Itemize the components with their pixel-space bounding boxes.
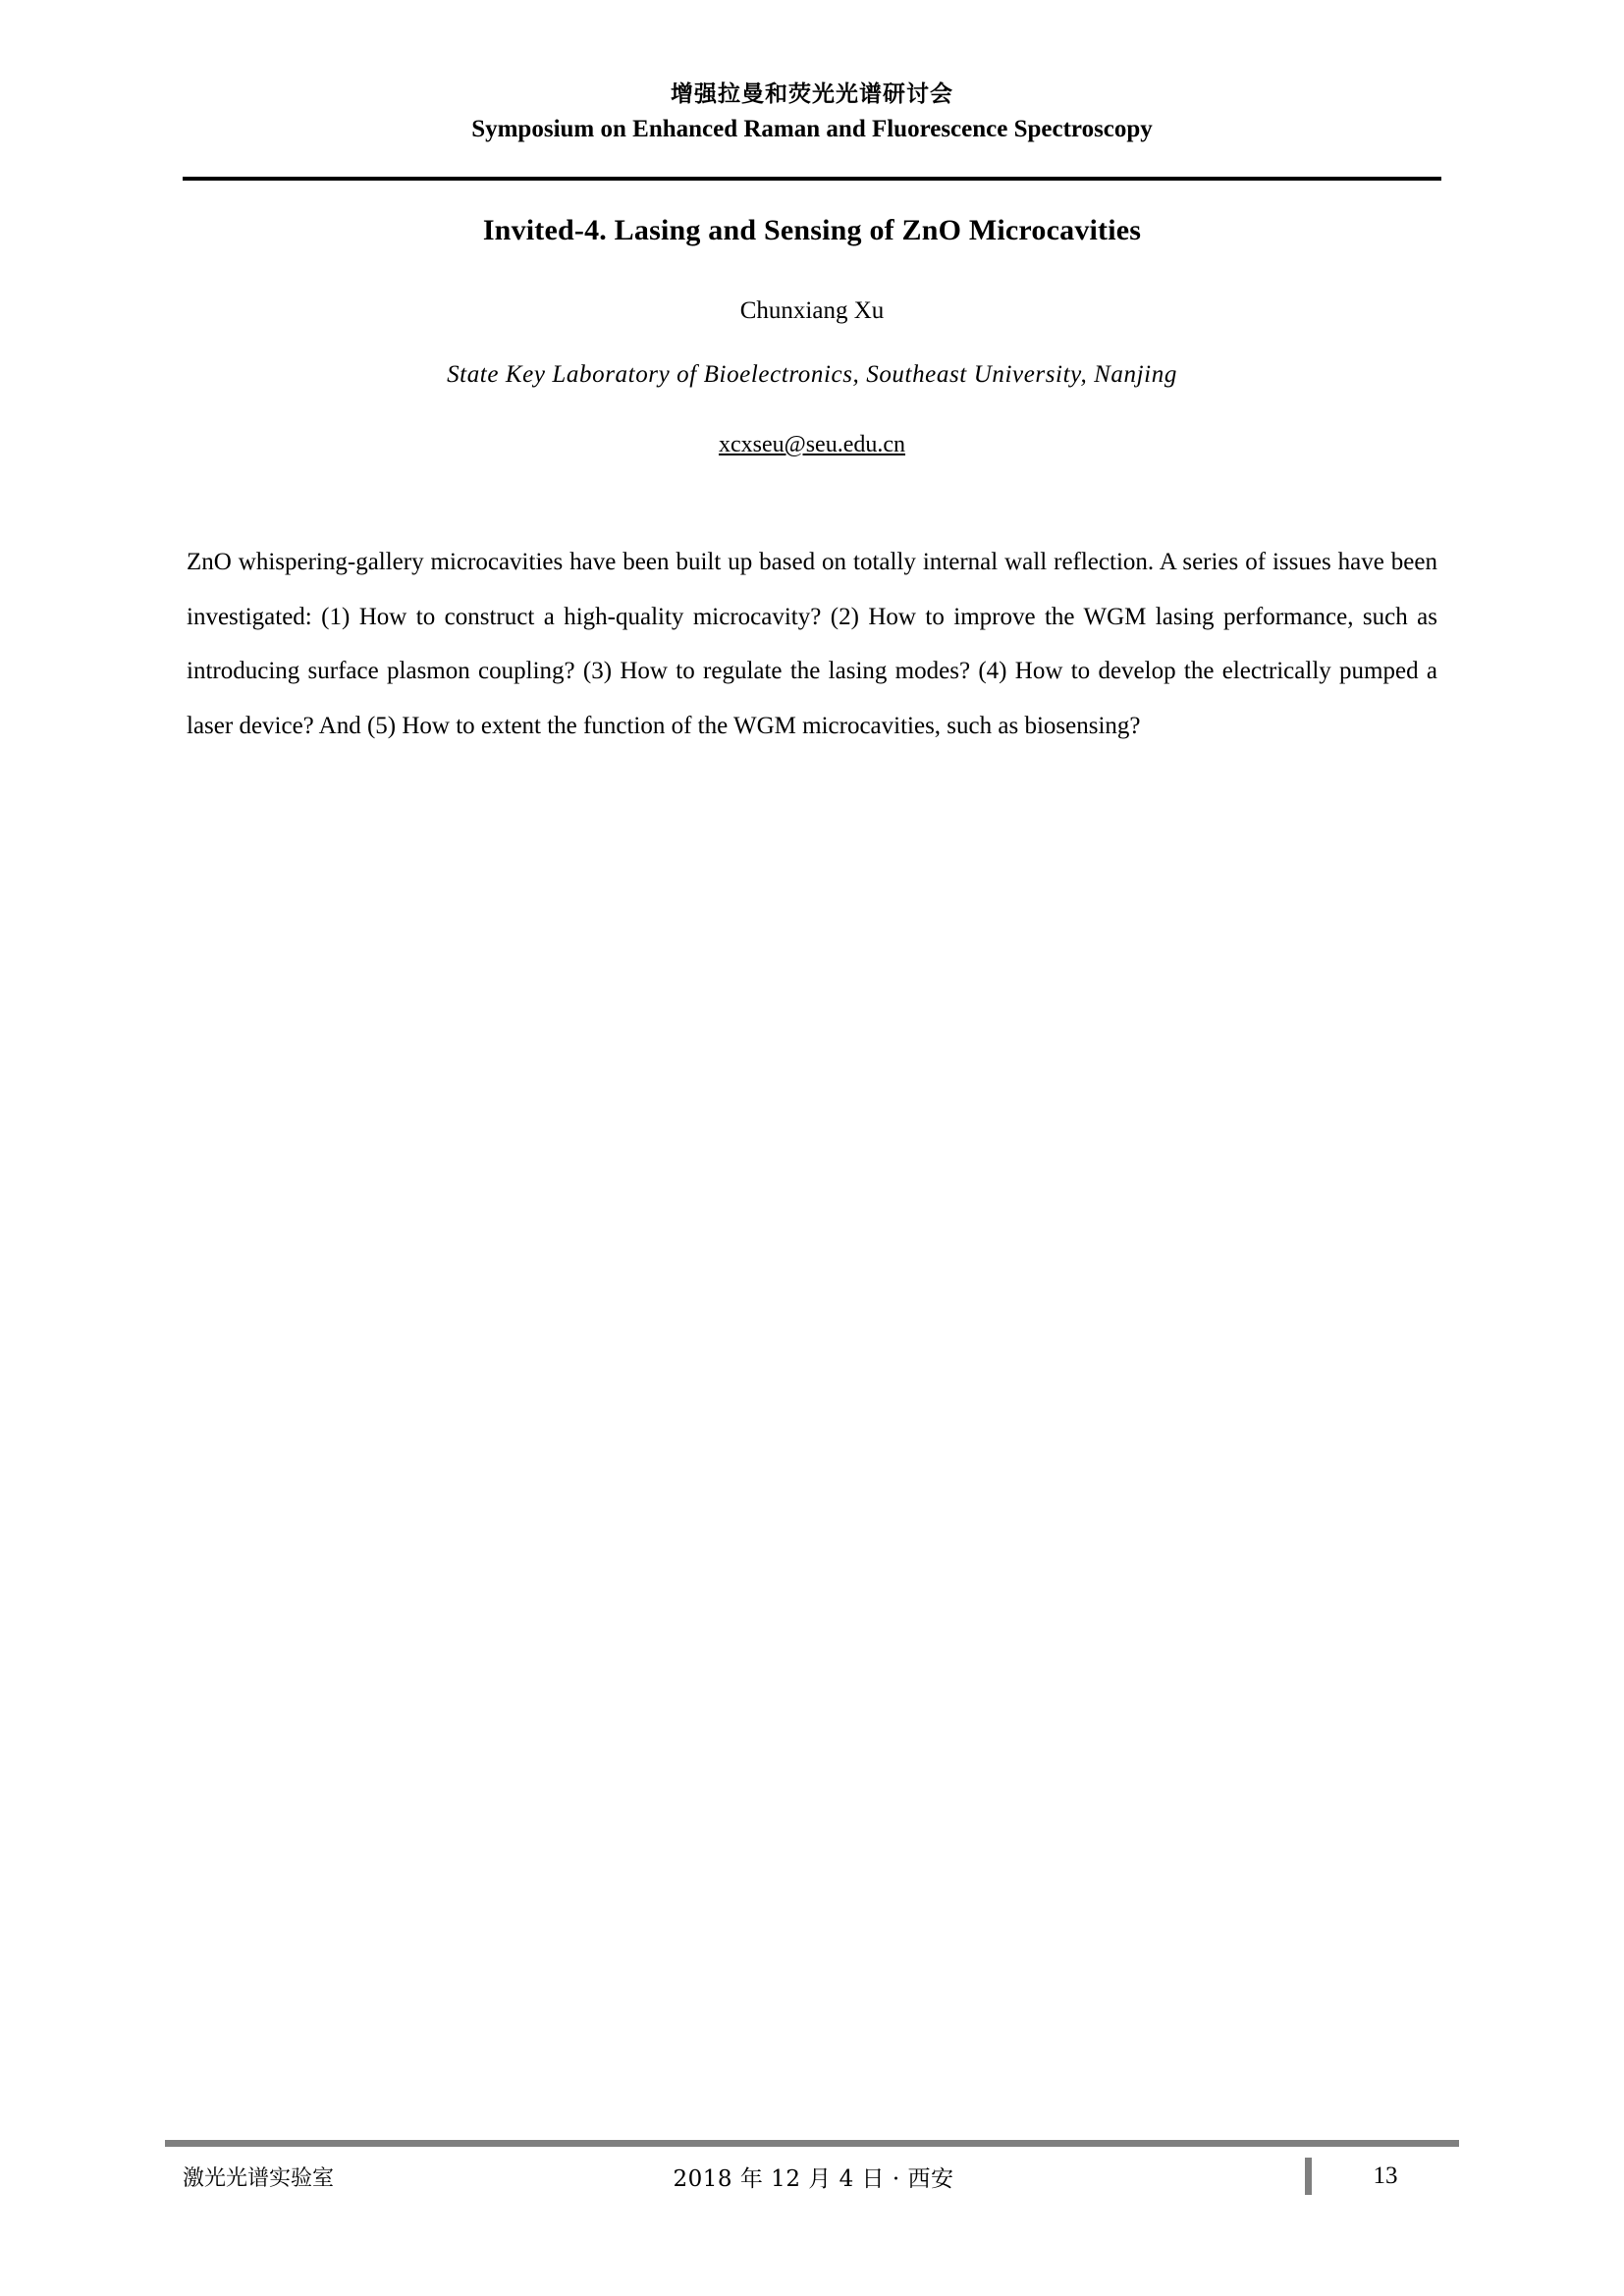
page-footer xyxy=(165,2155,1459,2198)
author-name: Chunxiang Xu xyxy=(739,297,885,324)
page-title: Invited-4. Lasing and Sensing of ZnO Microcavities xyxy=(482,214,1142,246)
page-number: 13 xyxy=(1373,2163,1398,2189)
author-email-line xyxy=(187,432,1437,458)
author-affiliation: State Key Laboratory of Bioelectronics, Southeast University, Nanjing xyxy=(447,361,1177,388)
abstract-text: ZnO whispering-gallery microcavities have been built up based on totally internal wall reflection. A series of issues have been investigated: (1) How to construct a high-quality microcavity? (2) How to improve the WGM lasing performance, such as introducing surface plasmon coupling? (3) How to regulate the lasing modes? (4) How to develop the electrically pumped a laser device? And (5) How to extent the function of the WGM microcavities, such as biosensing? xyxy=(187,549,1437,739)
header-chinese-title: 增强拉曼和荧光光谱研讨会 xyxy=(671,80,953,107)
page-header xyxy=(187,79,1437,147)
footer-divider xyxy=(165,2140,1459,2147)
header-divider xyxy=(183,177,1441,181)
footer-date-location: 2018 年 12 月 4 日 · 西安 xyxy=(673,2165,954,2192)
footer-separator xyxy=(1305,2158,1312,2195)
footer-lab-name: 激光光谱实验室 xyxy=(183,2165,335,2191)
header-english-title: Symposium on Enhanced Raman and Fluorescence Spectroscopy xyxy=(471,116,1153,143)
author-email-link[interactable]: xcxseu@seu.edu.cn xyxy=(718,432,906,457)
